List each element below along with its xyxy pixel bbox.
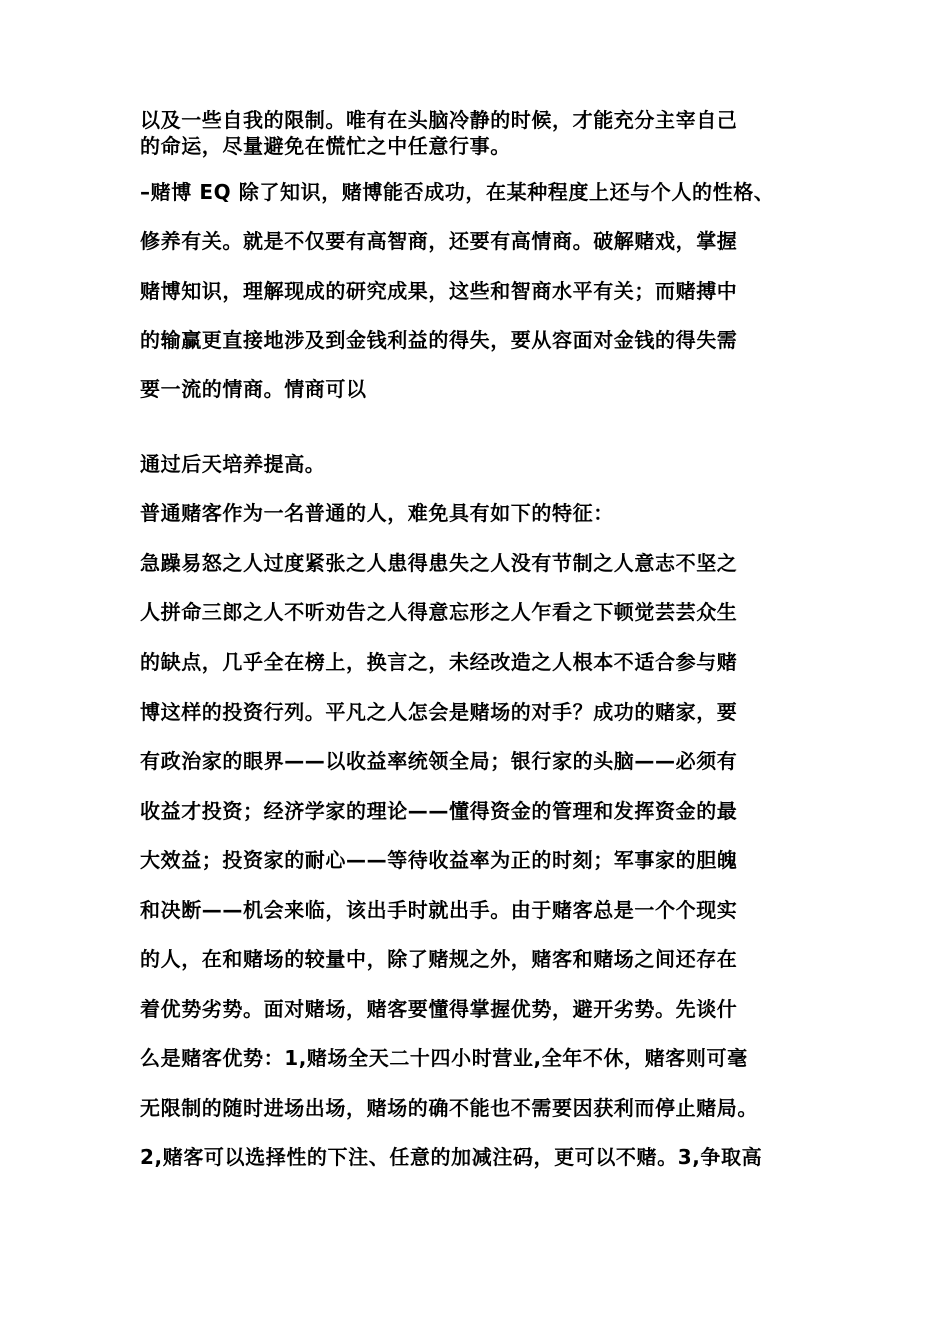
text-line: 大效益；投资家的耐心——等待收益率为正的时刻；军事家的胆魄 <box>140 848 738 872</box>
text-line: 人拼命三郎之人不听劝告之人得意忘形之人乍看之下顿觉芸芸众生 <box>140 600 738 624</box>
text-line: 修养有关。就是不仅要有高智商，还要有高情商。破解赌戏，掌握 <box>140 229 738 253</box>
text-line: 2,赌客可以选择性的下注、任意的加减注码，更可以不赌。3,争取高 <box>140 1145 763 1169</box>
text-line: 博这样的投资行列。平凡之人怎会是赌场的对手？成功的赌家，要 <box>140 700 738 724</box>
text-line: 的缺点，几乎全在榜上，换言之，未经改造之人根本不适合参与赌 <box>140 650 738 674</box>
text-line: 无限制的随时进场出场，赌场的确不能也不需要因获利而停止赌局。 <box>140 1096 758 1120</box>
text-line: 收益才投资；经济学家的理论——懂得资金的管理和发挥资金的最 <box>140 799 738 823</box>
text-line: 普通赌客作为一名普通的人，难免具有如下的特征： <box>140 501 614 525</box>
text-line: 的人，在和赌场的较量中，除了赌规之外，赌客和赌场之间还存在 <box>140 947 738 971</box>
text-line: 的命运，尽量避免在慌忙之中任意行事。 <box>140 134 511 158</box>
text-line: 急躁易怒之人过度紧张之人患得患失之人没有节制之人意志不坚之 <box>140 551 738 575</box>
text-line: 和决断——机会来临，该出手时就出手。由于赌客总是一个个现实 <box>140 898 738 922</box>
text-line: 通过后天培养提高。 <box>140 452 326 476</box>
text-line: 以及一些自我的限制。唯有在头脑冷静的时候，才能充分主宰自己 <box>140 108 738 132</box>
text-line: –赌博 EQ 除了知识，赌博能否成功，在某种程度上还与个人的性格、 <box>140 180 775 204</box>
text-line: 要一流的情商。情商可以 <box>140 377 367 401</box>
text-line: 着优势劣势。面对赌场，赌客要懂得掌握优势，避开劣势。先谈什 <box>140 997 738 1021</box>
text-line: 的输赢更直接地涉及到金钱利益的得失，要从容面对金钱的得失需 <box>140 328 738 352</box>
text-line: 么是赌客优势：1,赌场全天二十四小时营业,全年不休，赌客则可毫 <box>140 1046 748 1070</box>
text-line: 有政治家的眼界——以收益率统领全局；银行家的头脑——必须有 <box>140 749 738 773</box>
text-line: 赌博知识，理解现成的研究成果，这些和智商水平有关；而赌搏中 <box>140 279 738 303</box>
